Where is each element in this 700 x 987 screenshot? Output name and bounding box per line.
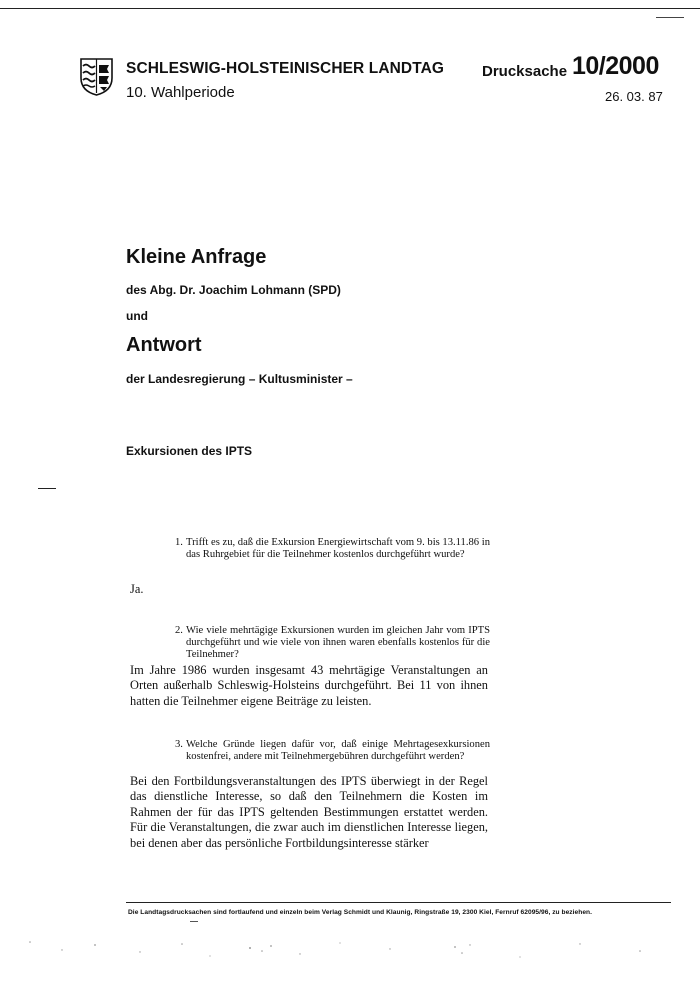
kleine-anfrage-heading: Kleine Anfrage xyxy=(126,246,267,268)
responder-line: der Landesregierung – Kultusminister – xyxy=(126,372,353,386)
question-number: 2. xyxy=(175,625,183,636)
document-date: 26. 03. 87 xyxy=(605,89,663,104)
margin-dash xyxy=(38,488,56,489)
question-2 xyxy=(175,625,490,662)
answer-2: Im Jahre 1986 wurden insgesamt 43 mehrtägige Veranstaltungen an Orten außerhalb Schleswig-Holsteins durchgeführt. Bei 11 von ihnen hatten die Teilnehmer eigene Beiträge zu leisten. xyxy=(130,663,488,708)
antwort-heading: Antwort xyxy=(126,334,202,356)
author-line: des Abg. Dr. Joachim Lohmann (SPD) xyxy=(126,283,341,297)
answer-3: Bei den Fortbildungsveranstaltungen des IPTS überwiegt in der Regel das dienstliche Interesse, so daß den Teilnehmern die Kosten im Rahmen der für das IPTS geltenden Bestimmungen erstattet werden. Für die Veranstaltungen, die zwar auch im dienstlichen Interesse liegen, bei denen aber das persönliche Fortbildungsinteresse stärker xyxy=(130,774,488,850)
legislative-period: 10. Wahlperiode xyxy=(126,84,235,101)
question-1 xyxy=(175,537,490,561)
footer-mark xyxy=(190,921,198,922)
coat-of-arms-icon xyxy=(80,58,113,96)
question-number: 3. xyxy=(175,739,183,750)
question-3 xyxy=(175,739,490,763)
scan-noise xyxy=(0,930,700,987)
footer-rule xyxy=(126,902,671,903)
subject-line: Exkursionen des IPTS xyxy=(126,444,253,458)
question-text: Trifft es zu, daß die Exkursion Energiewirtschaft vom 9. bis 13.11.86 in das Ruhrgebiet für die Teilnehmer kostenlos durchgeführt wurde? xyxy=(186,537,490,561)
und-line: und xyxy=(126,309,148,323)
answer-1: Ja. xyxy=(130,582,144,596)
footer-note: Die Landtagsdrucksachen sind fortlaufend und einzeln beim Verlag Schmidt und Klaunig, Ringstraße 19, 2300 Kiel, Fernruf 62095/96, zu beziehen. xyxy=(128,909,593,916)
drucksache-label: Drucksache xyxy=(482,63,568,80)
drucksache-number: 10/2000 xyxy=(572,52,659,80)
parliament-title: SCHLESWIG-HOLSTEINISCHER LANDTAG xyxy=(126,60,445,77)
corner-mark xyxy=(656,17,684,18)
question-number: 1. xyxy=(175,537,183,548)
question-text: Welche Gründe liegen dafür vor, daß einige Mehrtagesexkursionen kostenfrei, andere mit Teilnehmergebühren durchgeführt werden? xyxy=(186,739,490,763)
question-text: Wie viele mehrtägige Exkursionen wurden im gleichen Jahr vom IPTS durchgeführt und wie viele von ihnen waren ebenfalls kostenlos für die Teilnehmer? xyxy=(186,625,490,661)
top-rule xyxy=(0,8,700,9)
